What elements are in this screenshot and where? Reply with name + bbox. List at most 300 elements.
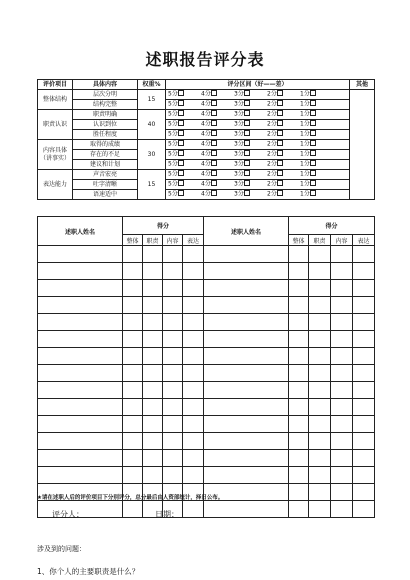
- score-option: [300, 160, 333, 169]
- checkbox-icon[interactable]: [277, 160, 283, 166]
- score-option-label: 3分: [234, 160, 244, 168]
- checkbox-icon[interactable]: [244, 170, 250, 176]
- score-subheader: 表达: [353, 235, 375, 246]
- score-option: [234, 150, 267, 159]
- criteria-row: [38, 100, 375, 110]
- score-input-cell[interactable]: [143, 399, 163, 416]
- name-input-cell[interactable]: [38, 297, 123, 314]
- score-input-cell[interactable]: [289, 280, 309, 297]
- checkbox-icon[interactable]: [244, 130, 250, 136]
- score-input-cell[interactable]: [163, 416, 183, 433]
- checkbox-icon[interactable]: [244, 160, 250, 166]
- score-input-cell[interactable]: [163, 365, 183, 382]
- score-input-cell[interactable]: [183, 433, 204, 450]
- score-option-label: 5分: [168, 180, 178, 188]
- score-input-cell[interactable]: [143, 246, 163, 263]
- checkbox-icon[interactable]: [178, 190, 184, 196]
- score-input-cell[interactable]: [353, 263, 375, 280]
- score-options: [166, 110, 350, 120]
- scoring-table: [37, 216, 375, 518]
- score-input-cell[interactable]: [309, 433, 331, 450]
- checkbox-icon[interactable]: [244, 190, 250, 196]
- score-input-cell[interactable]: [123, 263, 143, 280]
- score-input-cell[interactable]: [163, 433, 183, 450]
- score-input-cell[interactable]: [353, 246, 375, 263]
- score-option-label: 3分: [234, 190, 244, 198]
- checkbox-icon[interactable]: [211, 90, 217, 96]
- name-input-cell[interactable]: [204, 501, 289, 518]
- score-option: [300, 180, 333, 189]
- scoring-row: [38, 331, 375, 348]
- name-input-cell[interactable]: [204, 399, 289, 416]
- checkbox-icon[interactable]: [178, 120, 184, 126]
- score-option: [168, 170, 201, 179]
- score-option-label: 1分: [300, 120, 310, 128]
- score-input-cell[interactable]: [183, 416, 204, 433]
- score-option-label: 5分: [168, 90, 178, 98]
- score-input-cell[interactable]: [123, 246, 143, 263]
- score-input-cell[interactable]: [353, 467, 375, 484]
- score-subheader: 整体: [289, 235, 309, 246]
- checkbox-icon[interactable]: [310, 190, 316, 196]
- score-input-cell[interactable]: [123, 365, 143, 382]
- score-input-cell[interactable]: [123, 416, 143, 433]
- checkbox-icon[interactable]: [178, 140, 184, 146]
- score-options: [166, 130, 350, 140]
- score-option: [234, 130, 267, 139]
- score-input-cell[interactable]: [123, 314, 143, 331]
- name-input-cell[interactable]: [38, 365, 123, 382]
- name-input-cell[interactable]: [38, 433, 123, 450]
- score-input-cell[interactable]: [289, 297, 309, 314]
- checkbox-icon[interactable]: [244, 100, 250, 106]
- score-option-label: 2分: [267, 120, 277, 128]
- checkbox-icon[interactable]: [310, 130, 316, 136]
- name-input-cell[interactable]: [204, 314, 289, 331]
- score-input-cell[interactable]: [353, 348, 375, 365]
- content-cell: 取得的成绩: [73, 140, 138, 150]
- name-input-cell[interactable]: [204, 280, 289, 297]
- score-option-label: 4分: [201, 190, 211, 198]
- score-option-label: 2分: [267, 150, 277, 158]
- score-input-cell[interactable]: [289, 467, 309, 484]
- score-input-cell[interactable]: [163, 263, 183, 280]
- checkbox-icon[interactable]: [277, 110, 283, 116]
- checkbox-icon[interactable]: [277, 120, 283, 126]
- score-option-label: 2分: [267, 180, 277, 188]
- checkbox-icon[interactable]: [178, 180, 184, 186]
- score-options: [166, 140, 350, 150]
- question-1: 1、你个人的主要职责是什么？: [37, 567, 140, 576]
- score-input-cell[interactable]: [289, 399, 309, 416]
- score-option: [267, 190, 300, 199]
- score-input-cell[interactable]: [289, 450, 309, 467]
- scoring-row: [38, 348, 375, 365]
- checkbox-icon[interactable]: [244, 110, 250, 116]
- score-option-label: 4分: [201, 160, 211, 168]
- score-options: [166, 90, 350, 100]
- score-header: 得分: [123, 217, 204, 235]
- score-input-cell[interactable]: [143, 382, 163, 399]
- score-option: [267, 140, 300, 149]
- scoring-row: [38, 467, 375, 484]
- score-input-cell[interactable]: [331, 246, 353, 263]
- score-input-cell[interactable]: [143, 280, 163, 297]
- score-input-cell[interactable]: [163, 467, 183, 484]
- checkbox-icon[interactable]: [178, 130, 184, 136]
- score-input-cell[interactable]: [123, 399, 143, 416]
- score-input-cell[interactable]: [123, 501, 143, 518]
- score-option-label: 5分: [168, 110, 178, 118]
- scoring-row: [38, 263, 375, 280]
- score-input-cell[interactable]: [309, 382, 331, 399]
- score-input-cell[interactable]: [183, 331, 204, 348]
- score-input-cell[interactable]: [309, 399, 331, 416]
- score-input-cell[interactable]: [331, 314, 353, 331]
- score-option-label: 1分: [300, 180, 310, 188]
- score-input-cell[interactable]: [123, 433, 143, 450]
- score-input-cell[interactable]: [183, 501, 204, 518]
- score-input-cell[interactable]: [331, 467, 353, 484]
- score-option-label: 1分: [300, 170, 310, 178]
- checkbox-icon[interactable]: [244, 180, 250, 186]
- score-input-cell[interactable]: [309, 348, 331, 365]
- checkbox-icon[interactable]: [211, 100, 217, 106]
- score-option: [234, 120, 267, 129]
- name-input-cell[interactable]: [204, 382, 289, 399]
- topics-label: 涉及到的问题：: [37, 545, 86, 553]
- score-option-label: 3分: [234, 140, 244, 148]
- scoring-row: [38, 382, 375, 399]
- score-input-cell[interactable]: [331, 348, 353, 365]
- score-option-label: 2分: [267, 160, 277, 168]
- score-input-cell[interactable]: [143, 450, 163, 467]
- checkbox-icon[interactable]: [211, 130, 217, 136]
- checkbox-icon[interactable]: [310, 150, 316, 156]
- score-input-cell[interactable]: [143, 297, 163, 314]
- score-input-cell[interactable]: [183, 365, 204, 382]
- content-cell: 胜任程度: [73, 130, 138, 140]
- score-options: [166, 190, 350, 200]
- checkbox-icon[interactable]: [310, 120, 316, 126]
- name-input-cell[interactable]: [204, 450, 289, 467]
- checkbox-icon[interactable]: [211, 110, 217, 116]
- score-input-cell[interactable]: [123, 331, 143, 348]
- instruction-note: ★请在述职人后的评价项目下分别评分，总分最后由人资部统计，择日公布。: [37, 495, 224, 501]
- score-input-cell[interactable]: [289, 433, 309, 450]
- score-input-cell[interactable]: [309, 365, 331, 382]
- score-input-cell[interactable]: [309, 331, 331, 348]
- score-input-cell[interactable]: [353, 297, 375, 314]
- score-input-cell[interactable]: [331, 399, 353, 416]
- score-input-cell[interactable]: [143, 416, 163, 433]
- score-input-cell[interactable]: [183, 263, 204, 280]
- checkbox-icon[interactable]: [178, 100, 184, 106]
- score-option: [168, 140, 201, 149]
- score-option: [168, 150, 201, 159]
- checkbox-icon[interactable]: [277, 150, 283, 156]
- score-option: [201, 160, 234, 169]
- score-input-cell[interactable]: [163, 297, 183, 314]
- checkbox-icon[interactable]: [310, 100, 316, 106]
- score-input-cell[interactable]: [163, 450, 183, 467]
- checkbox-icon[interactable]: [244, 140, 250, 146]
- score-input-cell[interactable]: [183, 348, 204, 365]
- criteria-row: [38, 140, 375, 150]
- score-input-cell[interactable]: [143, 263, 163, 280]
- score-input-cell[interactable]: [353, 450, 375, 467]
- score-option-label: 4分: [201, 140, 211, 148]
- checkbox-icon[interactable]: [277, 140, 283, 146]
- name-input-cell[interactable]: [38, 416, 123, 433]
- score-input-cell[interactable]: [289, 365, 309, 382]
- checkbox-icon[interactable]: [211, 160, 217, 166]
- score-option: [168, 130, 201, 139]
- checkbox-icon[interactable]: [277, 170, 283, 176]
- score-input-cell[interactable]: [163, 280, 183, 297]
- score-options: [166, 160, 350, 170]
- score-input-cell[interactable]: [289, 382, 309, 399]
- name-header: 述职人姓名: [38, 217, 123, 246]
- score-input-cell[interactable]: [123, 382, 143, 399]
- scoring-row: [38, 450, 375, 467]
- scoring-row: [38, 433, 375, 450]
- checkbox-icon[interactable]: [211, 120, 217, 126]
- checkbox-icon[interactable]: [178, 110, 184, 116]
- checkbox-icon[interactable]: [310, 140, 316, 146]
- scoring-row: [38, 399, 375, 416]
- name-input-cell[interactable]: [204, 348, 289, 365]
- name-input-cell[interactable]: [204, 416, 289, 433]
- checkbox-icon[interactable]: [277, 130, 283, 136]
- score-option: [267, 150, 300, 159]
- score-input-cell[interactable]: [163, 382, 183, 399]
- criteria-row: [38, 170, 375, 180]
- page-title: 述职报告评分表: [145, 50, 265, 69]
- score-input-cell[interactable]: [353, 365, 375, 382]
- score-input-cell[interactable]: [309, 263, 331, 280]
- criteria-header-cell: 权重%: [138, 80, 166, 90]
- score-input-cell[interactable]: [331, 433, 353, 450]
- score-options: [166, 170, 350, 180]
- name-input-cell[interactable]: [204, 467, 289, 484]
- name-input-cell[interactable]: [204, 331, 289, 348]
- score-input-cell[interactable]: [143, 433, 163, 450]
- checkbox-icon[interactable]: [310, 180, 316, 186]
- score-option-label: 3分: [234, 110, 244, 118]
- name-input-cell[interactable]: [204, 263, 289, 280]
- score-option-label: 1分: [300, 160, 310, 168]
- score-subheader: 职责: [309, 235, 331, 246]
- checkbox-icon[interactable]: [244, 120, 250, 126]
- score-input-cell[interactable]: [289, 246, 309, 263]
- score-subheader: 内容: [163, 235, 183, 246]
- name-input-cell[interactable]: [204, 365, 289, 382]
- score-option-label: 4分: [201, 170, 211, 178]
- score-input-cell[interactable]: [353, 382, 375, 399]
- score-option: [168, 180, 201, 189]
- score-input-cell[interactable]: [143, 365, 163, 382]
- checkbox-icon[interactable]: [178, 90, 184, 96]
- weight-cell: 15: [138, 170, 166, 200]
- score-option-label: 3分: [234, 90, 244, 98]
- name-input-cell[interactable]: [38, 263, 123, 280]
- checkbox-icon[interactable]: [211, 180, 217, 186]
- score-input-cell[interactable]: [353, 399, 375, 416]
- score-input-cell[interactable]: [353, 433, 375, 450]
- name-input-cell[interactable]: [38, 399, 123, 416]
- checkbox-icon[interactable]: [310, 110, 316, 116]
- score-input-cell[interactable]: [331, 450, 353, 467]
- checkbox-icon[interactable]: [178, 170, 184, 176]
- score-input-cell[interactable]: [353, 331, 375, 348]
- score-input-cell[interactable]: [123, 280, 143, 297]
- score-option: [234, 90, 267, 99]
- name-input-cell[interactable]: [38, 450, 123, 467]
- score-option: [234, 110, 267, 119]
- score-option: [267, 100, 300, 109]
- score-input-cell[interactable]: [123, 297, 143, 314]
- score-option: [168, 100, 201, 109]
- score-input-cell[interactable]: [143, 314, 163, 331]
- score-input-cell[interactable]: [289, 348, 309, 365]
- name-input-cell[interactable]: [38, 314, 123, 331]
- score-input-cell[interactable]: [163, 399, 183, 416]
- score-input-cell[interactable]: [331, 501, 353, 518]
- score-input-cell[interactable]: [331, 365, 353, 382]
- score-input-cell[interactable]: [183, 467, 204, 484]
- score-input-cell[interactable]: [331, 382, 353, 399]
- scoring-row: [38, 416, 375, 433]
- score-input-cell[interactable]: [123, 450, 143, 467]
- checkbox-icon[interactable]: [277, 90, 283, 96]
- score-option: [201, 110, 234, 119]
- checkbox-icon[interactable]: [244, 90, 250, 96]
- checkbox-icon[interactable]: [211, 150, 217, 156]
- checkbox-icon[interactable]: [310, 160, 316, 166]
- score-input-cell[interactable]: [353, 280, 375, 297]
- score-input-cell[interactable]: [331, 280, 353, 297]
- score-input-cell[interactable]: [289, 501, 309, 518]
- score-options: [166, 100, 350, 110]
- checkbox-icon[interactable]: [211, 170, 217, 176]
- name-input-cell[interactable]: [38, 382, 123, 399]
- score-option: [201, 150, 234, 159]
- score-input-cell[interactable]: [309, 467, 331, 484]
- checkbox-icon[interactable]: [277, 180, 283, 186]
- score-input-cell[interactable]: [331, 297, 353, 314]
- score-input-cell[interactable]: [163, 314, 183, 331]
- name-input-cell[interactable]: [204, 246, 289, 263]
- score-input-cell[interactable]: [163, 246, 183, 263]
- criteria-row: [38, 120, 375, 130]
- name-input-cell[interactable]: [38, 280, 123, 297]
- score-input-cell[interactable]: [143, 331, 163, 348]
- evaluation-item: 整体结构: [38, 90, 73, 110]
- score-input-cell[interactable]: [183, 382, 204, 399]
- checkbox-icon[interactable]: [277, 190, 283, 196]
- score-input-cell[interactable]: [309, 450, 331, 467]
- score-input-cell[interactable]: [183, 314, 204, 331]
- checkbox-icon[interactable]: [310, 90, 316, 96]
- score-input-cell[interactable]: [331, 263, 353, 280]
- checkbox-icon[interactable]: [178, 150, 184, 156]
- score-option-label: 4分: [201, 90, 211, 98]
- score-input-cell[interactable]: [353, 501, 375, 518]
- score-input-cell[interactable]: [163, 331, 183, 348]
- score-options: [166, 150, 350, 160]
- checkbox-icon[interactable]: [310, 170, 316, 176]
- score-option: [267, 130, 300, 139]
- score-input-cell[interactable]: [289, 331, 309, 348]
- score-input-cell[interactable]: [309, 501, 331, 518]
- criteria-table: [37, 79, 375, 200]
- score-option: [201, 90, 234, 99]
- score-option: [267, 170, 300, 179]
- score-input-cell[interactable]: [353, 416, 375, 433]
- checkbox-icon[interactable]: [211, 190, 217, 196]
- scoring-row: [38, 501, 375, 518]
- score-input-cell[interactable]: [183, 280, 204, 297]
- score-option: [234, 160, 267, 169]
- score-option-label: 3分: [234, 150, 244, 158]
- score-input-cell[interactable]: [289, 263, 309, 280]
- score-option-label: 3分: [234, 170, 244, 178]
- score-input-cell[interactable]: [331, 416, 353, 433]
- checkbox-icon[interactable]: [211, 140, 217, 146]
- score-option: [267, 180, 300, 189]
- score-input-cell[interactable]: [309, 314, 331, 331]
- score-input-cell[interactable]: [123, 467, 143, 484]
- name-input-cell[interactable]: [38, 348, 123, 365]
- score-input-cell[interactable]: [289, 314, 309, 331]
- checkbox-icon[interactable]: [277, 100, 283, 106]
- score-input-cell[interactable]: [183, 297, 204, 314]
- score-input-cell[interactable]: [183, 246, 204, 263]
- score-input-cell[interactable]: [331, 331, 353, 348]
- score-option: [234, 170, 267, 179]
- name-input-cell[interactable]: [204, 297, 289, 314]
- score-input-cell[interactable]: [143, 348, 163, 365]
- score-input-cell[interactable]: [309, 416, 331, 433]
- score-input-cell[interactable]: [143, 467, 163, 484]
- score-input-cell[interactable]: [309, 246, 331, 263]
- checkbox-icon[interactable]: [244, 150, 250, 156]
- score-input-cell[interactable]: [309, 280, 331, 297]
- score-input-cell[interactable]: [183, 399, 204, 416]
- score-input-cell[interactable]: [353, 314, 375, 331]
- content-cell: 存在的不足: [73, 150, 138, 160]
- name-input-cell[interactable]: [38, 331, 123, 348]
- score-input-cell[interactable]: [183, 450, 204, 467]
- checkbox-icon[interactable]: [178, 160, 184, 166]
- criteria-header-cell: 评分区间（好——差）: [166, 80, 350, 90]
- rater-label: 评分人：: [52, 510, 84, 519]
- score-input-cell[interactable]: [309, 297, 331, 314]
- score-input-cell[interactable]: [123, 348, 143, 365]
- name-input-cell[interactable]: [38, 467, 123, 484]
- score-option-label: 2分: [267, 100, 277, 108]
- score-option-label: 2分: [267, 170, 277, 178]
- other-cell: [350, 90, 375, 200]
- score-option-label: 1分: [300, 190, 310, 198]
- name-input-cell[interactable]: [204, 433, 289, 450]
- score-input-cell[interactable]: [289, 416, 309, 433]
- criteria-row: [38, 150, 375, 160]
- score-subheader: 内容: [331, 235, 353, 246]
- score-input-cell[interactable]: [163, 348, 183, 365]
- name-input-cell[interactable]: [38, 246, 123, 263]
